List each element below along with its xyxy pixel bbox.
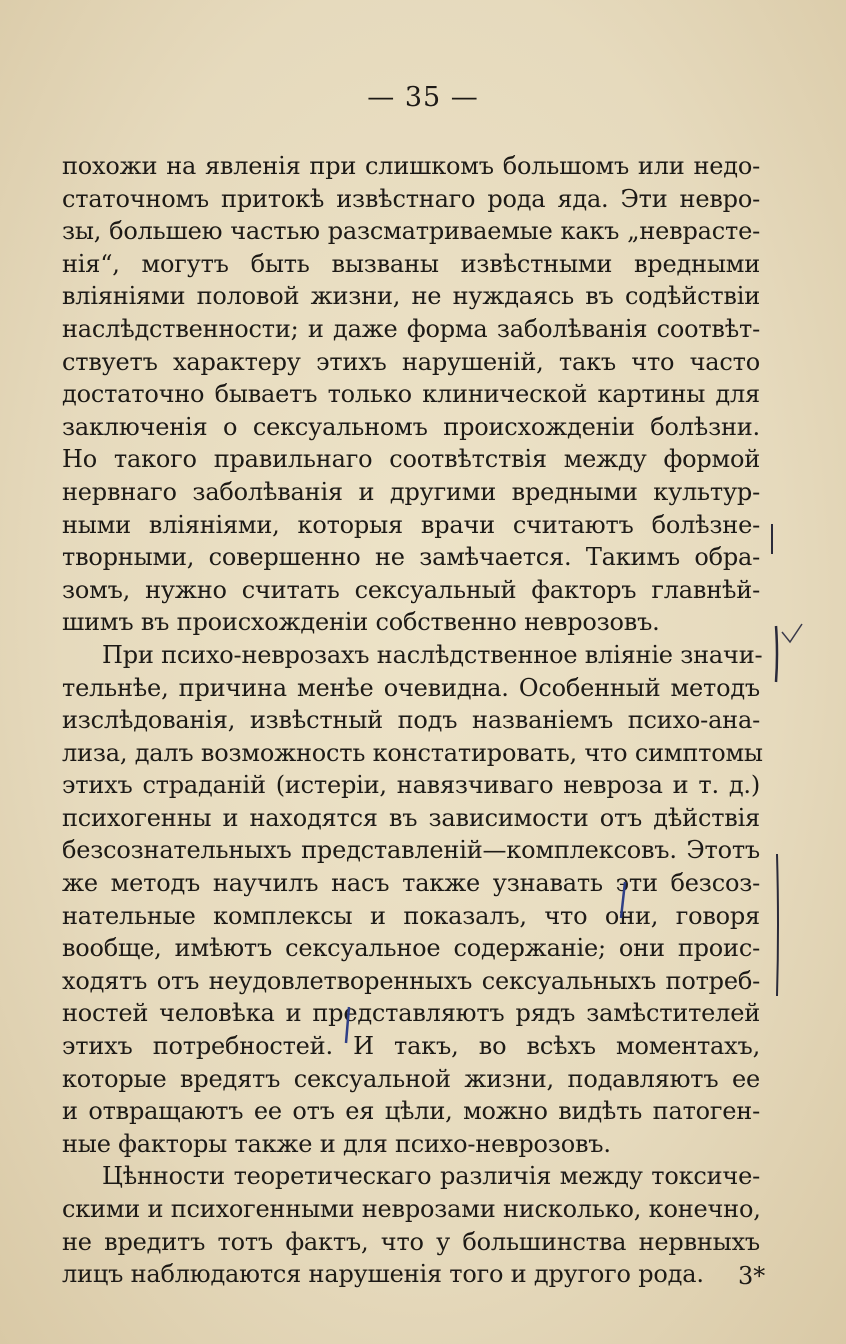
text-line: шимъ въ происхожденіи собственно неврозовъ. [62,608,660,637]
text-line: не вредитъ тотъ фактъ, что у большинства нервныхъ [62,1227,760,1256]
text-line: нія“, могутъ быть вызваны извѣстными вредными [62,249,760,278]
text-line: достаточно бываетъ только клинической картины для [62,380,760,409]
text-line: ными вліяніями, которыя врачи считаютъ болѣзне- [62,510,760,539]
text-line: наслѣдственности; и даже форма заболѣванія соотвѣт- [62,314,760,343]
paragraph-2 [62,639,763,1161]
text-line: При психо-неврозахъ наслѣдственное вліяніе значи- [102,640,763,669]
text-line: которые вредятъ сексуальной жизни, подавляютъ ее [62,1064,760,1093]
text-line: ствуетъ характеру этихъ нарушеній, такъ что часто [62,347,760,376]
signature-mark: 3* [738,1262,766,1290]
text-line: ные факторы также и для психо-неврозовъ. [62,1129,611,1158]
text-line: зомъ, нужно считать сексуальный факторъ главнѣй- [62,575,760,604]
text-line: и отвращаютъ ее отъ ея цѣли, можно видѣть патоген- [62,1097,760,1126]
text-line: вліяніями половой жизни, не нуждаясь въ содѣйствіи [62,282,760,311]
text-line: зы, большею частью разсматриваемые какъ „неврасте- [62,217,760,246]
text-line: вообще, имѣютъ сексуальное содержаніе; они проис- [62,934,760,963]
text-line: психогенны и находятся въ зависимости отъ дѣйствія [62,803,760,832]
text-line: безсознательныхъ представленій—комплексовъ. Этотъ [62,836,760,865]
page-number: — 35 — [367,82,479,113]
paragraph-3 [62,1160,760,1290]
text-line: лицъ наблюдаются нарушенія того и другого рода. [62,1260,704,1289]
text-block [62,150,763,1291]
margin-bracket-mark [762,520,782,560]
margin-bracket-mark [768,850,788,1000]
text-line: ностей человѣка и представляютъ рядъ замѣстителей [62,999,760,1028]
paragraph-1 [62,150,760,639]
text-line: нательные комплексы и показалъ, что они, говоря [62,901,760,930]
text-line: заключенія о сексуальномъ происхожденіи болѣзни. [62,412,760,441]
text-line: ходятъ отъ неудовлетворенныхъ сексуальныхъ потреб- [62,966,760,995]
text-line: скими и психогенными неврозами нисколько, конечно, [62,1195,761,1223]
text-line: лиза, далъ возможность констатировать, что симптомы [62,738,763,767]
text-line: изслѣдованія, извѣстный подъ названіемъ психо-ана- [62,706,760,735]
text-line: Но такого правильнаго соотвѣтствія между формой [62,445,760,474]
text-line: Цѣнности теоретическаго различія между токсиче- [102,1162,760,1191]
text-line: похожи на явленія при слишкомъ большомъ или недо- [62,152,760,180]
text-line: этихъ потребностей. И такъ, во всѣхъ моментахъ, [62,1032,760,1061]
pencil-stroke-mark [340,1005,354,1045]
text-line: же методъ научилъ насъ также узнавать эти безсоз- [62,869,760,898]
text-line: нервнаго заболѣванія и другими вредными культур- [62,477,760,506]
pencil-stroke-mark [616,880,630,920]
text-line: статочномъ притокѣ извѣстнаго рода яда. Эти невро- [62,184,760,213]
text-line: тельнѣе, причина менѣе очевидна. Особенный методъ [62,673,760,702]
margin-bracket-mark [770,618,810,688]
text-line: творными, совершенно не замѣчается. Такимъ обра- [62,543,760,572]
text-line: этихъ страданій (истеріи, навязчиваго невроза и т. д.) [62,771,760,800]
